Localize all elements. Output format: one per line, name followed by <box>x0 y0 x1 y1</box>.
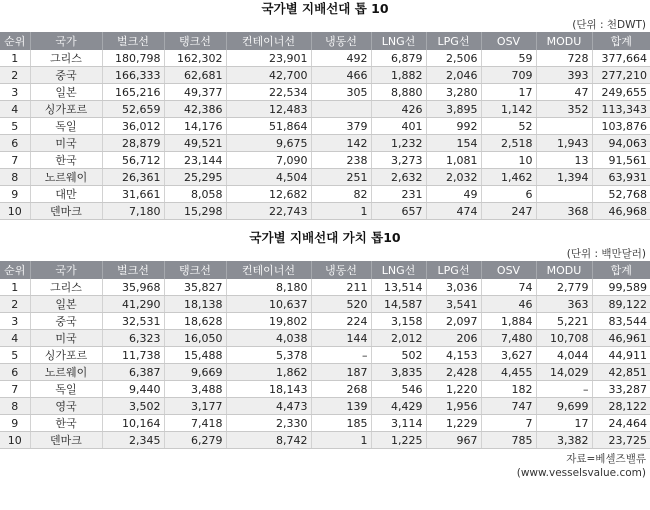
rank-cell: 5 <box>0 347 30 364</box>
rank-cell: 10 <box>0 203 30 220</box>
value-cell: 363 <box>536 296 592 313</box>
table-row <box>0 313 650 330</box>
value-cell: 32,531 <box>102 313 164 330</box>
value-cell: 10 <box>481 152 536 169</box>
value-cell: 474 <box>426 203 481 220</box>
value-cell: 785 <box>481 432 536 449</box>
value-cell: 368 <box>536 203 592 220</box>
value-cell: 3,895 <box>426 101 481 118</box>
value-cell: 2,097 <box>426 313 481 330</box>
value-cell: – <box>311 347 371 364</box>
value-cell: 2,518 <box>481 135 536 152</box>
value-cell: 18,138 <box>164 296 226 313</box>
country-cell: 대만 <box>30 186 102 203</box>
table-row <box>0 118 650 135</box>
table-row <box>0 152 650 169</box>
value-cell: 165,216 <box>102 84 164 101</box>
value-cell: 6,387 <box>102 364 164 381</box>
value-cell: 42,386 <box>164 101 226 118</box>
table-row <box>0 330 650 347</box>
rank-cell: 7 <box>0 381 30 398</box>
value-cell: 3,177 <box>164 398 226 415</box>
country-cell: 미국 <box>30 135 102 152</box>
value-cell: 379 <box>311 118 371 135</box>
value-cell: 1,081 <box>426 152 481 169</box>
value-cell: 2,330 <box>226 415 311 432</box>
value-cell: 46,961 <box>592 330 650 347</box>
value-cell: 42,851 <box>592 364 650 381</box>
value-cell: 2,345 <box>102 432 164 449</box>
value-cell: 9,675 <box>226 135 311 152</box>
country-cell: 그리스 <box>30 279 102 296</box>
table-row <box>0 135 650 152</box>
value-cell: 231 <box>371 186 426 203</box>
value-cell: 1 <box>311 432 371 449</box>
column-header: 컨테이너선 <box>226 261 311 279</box>
value-cell: 49 <box>426 186 481 203</box>
value-cell: 3,627 <box>481 347 536 364</box>
value-cell: 277,210 <box>592 67 650 84</box>
table-row <box>0 432 650 449</box>
value-cell <box>311 101 371 118</box>
rank-cell: 10 <box>0 432 30 449</box>
value-cell: 42,700 <box>226 67 311 84</box>
value-cell: 3,488 <box>164 381 226 398</box>
country-cell: 한국 <box>30 415 102 432</box>
rank-cell: 1 <box>0 279 30 296</box>
column-header: LNG선 <box>371 32 426 50</box>
value-cell: 23,144 <box>164 152 226 169</box>
table-row <box>0 296 650 313</box>
table2-header-row <box>0 261 650 279</box>
country-cell: 미국 <box>30 330 102 347</box>
column-header: 벌크선 <box>102 261 164 279</box>
value-cell: 1 <box>311 203 371 220</box>
table-row <box>0 279 650 296</box>
value-cell: 44,911 <box>592 347 650 364</box>
rank-cell: 3 <box>0 313 30 330</box>
rank-cell: 6 <box>0 135 30 152</box>
value-cell: 103,876 <box>592 118 650 135</box>
country-cell: 독일 <box>30 381 102 398</box>
value-cell: – <box>536 381 592 398</box>
table2-unit: (단위 : 백만달러) <box>566 248 646 260</box>
value-cell: 1,956 <box>426 398 481 415</box>
rank-cell: 2 <box>0 67 30 84</box>
column-header: 컨테이너선 <box>226 32 311 50</box>
column-header: 탱크선 <box>164 32 226 50</box>
value-cell: 1,394 <box>536 169 592 186</box>
country-cell: 덴마크 <box>30 432 102 449</box>
country-cell: 싱가포르 <box>30 101 102 118</box>
table1-header-row <box>0 32 650 50</box>
value-cell: 28,122 <box>592 398 650 415</box>
value-cell: 9,669 <box>164 364 226 381</box>
value-cell: 502 <box>371 347 426 364</box>
value-cell: 46,968 <box>592 203 650 220</box>
country-cell: 영국 <box>30 398 102 415</box>
value-cell: 251 <box>311 169 371 186</box>
value-cell: 3,273 <box>371 152 426 169</box>
value-cell: 15,488 <box>164 347 226 364</box>
column-header: LPG선 <box>426 261 481 279</box>
rank-cell: 6 <box>0 364 30 381</box>
value-cell: 4,038 <box>226 330 311 347</box>
value-cell: 154 <box>426 135 481 152</box>
value-cell: 3,280 <box>426 84 481 101</box>
rank-cell: 5 <box>0 118 30 135</box>
value-cell: 6 <box>481 186 536 203</box>
country-cell: 그리스 <box>30 50 102 67</box>
value-cell: 224 <box>311 313 371 330</box>
value-cell: 166,333 <box>102 67 164 84</box>
value-cell: 3,835 <box>371 364 426 381</box>
value-cell: 52,768 <box>592 186 650 203</box>
value-cell: 187 <box>311 364 371 381</box>
column-header: 국가 <box>30 32 102 50</box>
value-cell: 16,050 <box>164 330 226 347</box>
value-cell: 185 <box>311 415 371 432</box>
value-cell: 10,708 <box>536 330 592 347</box>
value-cell: 18,143 <box>226 381 311 398</box>
value-cell: 393 <box>536 67 592 84</box>
value-cell: 2,046 <box>426 67 481 84</box>
value-cell: 22,743 <box>226 203 311 220</box>
value-cell <box>536 186 592 203</box>
value-cell: 1,229 <box>426 415 481 432</box>
column-header: 냉동선 <box>311 32 371 50</box>
value-cell: 10,637 <box>226 296 311 313</box>
value-cell: 4,044 <box>536 347 592 364</box>
value-cell: 728 <box>536 50 592 67</box>
value-cell: 3,541 <box>426 296 481 313</box>
value-cell: 23,901 <box>226 50 311 67</box>
country-cell: 싱가포르 <box>30 347 102 364</box>
value-cell: 17 <box>481 84 536 101</box>
value-cell: 35,827 <box>164 279 226 296</box>
value-cell: 492 <box>311 50 371 67</box>
value-cell: 1,882 <box>371 67 426 84</box>
table-row <box>0 169 650 186</box>
value-cell: 89,122 <box>592 296 650 313</box>
value-cell: 9,440 <box>102 381 164 398</box>
value-cell: 7 <box>481 415 536 432</box>
country-cell: 중국 <box>30 67 102 84</box>
value-cell: 268 <box>311 381 371 398</box>
table1-unit: (단위 : 천DWT) <box>572 19 646 31</box>
value-cell: 28,879 <box>102 135 164 152</box>
value-cell: 520 <box>311 296 371 313</box>
value-cell: 91,561 <box>592 152 650 169</box>
value-cell: 18,628 <box>164 313 226 330</box>
country-cell: 중국 <box>30 313 102 330</box>
value-cell: 206 <box>426 330 481 347</box>
table1-title: 국가별 지배선대 톱 10 <box>261 1 389 16</box>
value-cell: 26,361 <box>102 169 164 186</box>
value-cell: 546 <box>371 381 426 398</box>
value-cell: 11,738 <box>102 347 164 364</box>
value-cell: 3,158 <box>371 313 426 330</box>
table-row <box>0 84 650 101</box>
country-cell: 노르웨이 <box>30 364 102 381</box>
value-cell: 8,742 <box>226 432 311 449</box>
value-cell: 52,659 <box>102 101 164 118</box>
column-header: LNG선 <box>371 261 426 279</box>
source-url: (www.vesselsvalue.com) <box>516 467 646 479</box>
value-cell: 142 <box>311 135 371 152</box>
value-cell: 352 <box>536 101 592 118</box>
value-cell: 162,302 <box>164 50 226 67</box>
value-cell: 144 <box>311 330 371 347</box>
value-cell: 35,968 <box>102 279 164 296</box>
value-cell: 52 <box>481 118 536 135</box>
column-header: LPG선 <box>426 32 481 50</box>
value-cell: 94,063 <box>592 135 650 152</box>
value-cell: 238 <box>311 152 371 169</box>
value-cell: 62,681 <box>164 67 226 84</box>
column-header: OSV <box>481 32 536 50</box>
value-cell: 23,725 <box>592 432 650 449</box>
value-cell: 12,483 <box>226 101 311 118</box>
value-cell: 466 <box>311 67 371 84</box>
value-cell: 17 <box>536 415 592 432</box>
table-row <box>0 364 650 381</box>
value-cell: 49,521 <box>164 135 226 152</box>
value-cell: 33,287 <box>592 381 650 398</box>
value-cell: 74 <box>481 279 536 296</box>
column-header: MODU <box>536 32 592 50</box>
rank-cell: 2 <box>0 296 30 313</box>
value-cell: 113,343 <box>592 101 650 118</box>
value-cell: 99,589 <box>592 279 650 296</box>
value-cell: 2,506 <box>426 50 481 67</box>
value-cell: 967 <box>426 432 481 449</box>
value-cell: 46 <box>481 296 536 313</box>
value-cell: 1,862 <box>226 364 311 381</box>
value-cell: 426 <box>371 101 426 118</box>
value-cell: 15,298 <box>164 203 226 220</box>
value-cell: 1,884 <box>481 313 536 330</box>
value-cell: 6,279 <box>164 432 226 449</box>
value-cell: 22,534 <box>226 84 311 101</box>
value-cell: 992 <box>426 118 481 135</box>
value-cell: 14,587 <box>371 296 426 313</box>
value-cell: 2,779 <box>536 279 592 296</box>
value-cell: 47 <box>536 84 592 101</box>
value-cell: 747 <box>481 398 536 415</box>
value-cell: 1,142 <box>481 101 536 118</box>
rank-cell: 9 <box>0 186 30 203</box>
column-header: 국가 <box>30 261 102 279</box>
column-header: 순위 <box>0 32 30 50</box>
fleet-dwt-table <box>0 32 650 220</box>
table-row <box>0 381 650 398</box>
fleet-value-table <box>0 261 650 449</box>
value-cell: 14,176 <box>164 118 226 135</box>
value-cell: 139 <box>311 398 371 415</box>
value-cell: 12,682 <box>226 186 311 203</box>
value-cell: 249,655 <box>592 84 650 101</box>
value-cell: 2,012 <box>371 330 426 347</box>
value-cell: 4,153 <box>426 347 481 364</box>
value-cell: 51,864 <box>226 118 311 135</box>
table-row <box>0 203 650 220</box>
rank-cell: 4 <box>0 330 30 347</box>
value-cell: 63,931 <box>592 169 650 186</box>
country-cell: 한국 <box>30 152 102 169</box>
value-cell: 25,295 <box>164 169 226 186</box>
country-cell: 노르웨이 <box>30 169 102 186</box>
country-cell: 일본 <box>30 296 102 313</box>
value-cell: 5,378 <box>226 347 311 364</box>
table2-body <box>0 279 650 449</box>
value-cell: 13,514 <box>371 279 426 296</box>
value-cell: 2,632 <box>371 169 426 186</box>
value-cell: 82 <box>311 186 371 203</box>
column-header: 순위 <box>0 261 30 279</box>
value-cell: 4,473 <box>226 398 311 415</box>
value-cell: 8,880 <box>371 84 426 101</box>
value-cell: 180,798 <box>102 50 164 67</box>
value-cell: 24,464 <box>592 415 650 432</box>
value-cell: 305 <box>311 84 371 101</box>
rank-cell: 4 <box>0 101 30 118</box>
value-cell: 14,029 <box>536 364 592 381</box>
value-cell: 5,221 <box>536 313 592 330</box>
value-cell: 4,455 <box>481 364 536 381</box>
rank-cell: 1 <box>0 50 30 67</box>
value-cell: 1,232 <box>371 135 426 152</box>
rank-cell: 9 <box>0 415 30 432</box>
value-cell: 7,180 <box>102 203 164 220</box>
value-cell: 247 <box>481 203 536 220</box>
table2-title: 국가별 지배선대 가치 톱10 <box>249 230 401 245</box>
column-header: 탱크선 <box>164 261 226 279</box>
table-row <box>0 415 650 432</box>
table-row <box>0 101 650 118</box>
value-cell: 56,712 <box>102 152 164 169</box>
value-cell: 83,544 <box>592 313 650 330</box>
column-header: 벌크선 <box>102 32 164 50</box>
value-cell: 401 <box>371 118 426 135</box>
value-cell: 709 <box>481 67 536 84</box>
column-header: 냉동선 <box>311 261 371 279</box>
value-cell: 6,323 <box>102 330 164 347</box>
value-cell: 19,802 <box>226 313 311 330</box>
value-cell: 13 <box>536 152 592 169</box>
value-cell: 7,418 <box>164 415 226 432</box>
value-cell: 7,480 <box>481 330 536 347</box>
source-credit: 자료=베셀즈밸류 <box>566 453 646 465</box>
value-cell: 3,114 <box>371 415 426 432</box>
value-cell: 8,180 <box>226 279 311 296</box>
value-cell: 6,879 <box>371 50 426 67</box>
value-cell: 9,699 <box>536 398 592 415</box>
value-cell: 10,164 <box>102 415 164 432</box>
value-cell: 1,462 <box>481 169 536 186</box>
value-cell: 2,032 <box>426 169 481 186</box>
rank-cell: 3 <box>0 84 30 101</box>
value-cell: 4,429 <box>371 398 426 415</box>
value-cell: 41,290 <box>102 296 164 313</box>
value-cell: 2,428 <box>426 364 481 381</box>
value-cell: 36,012 <box>102 118 164 135</box>
value-cell: 1,220 <box>426 381 481 398</box>
value-cell: 4,504 <box>226 169 311 186</box>
value-cell: 377,664 <box>592 50 650 67</box>
rank-cell: 8 <box>0 169 30 186</box>
column-header: 합계 <box>592 261 650 279</box>
table-row <box>0 186 650 203</box>
value-cell: 3,382 <box>536 432 592 449</box>
value-cell: 8,058 <box>164 186 226 203</box>
value-cell: 211 <box>311 279 371 296</box>
country-cell: 일본 <box>30 84 102 101</box>
value-cell: 7,090 <box>226 152 311 169</box>
column-header: 합계 <box>592 32 650 50</box>
column-header: MODU <box>536 261 592 279</box>
value-cell: 1,225 <box>371 432 426 449</box>
column-header: OSV <box>481 261 536 279</box>
rank-cell: 7 <box>0 152 30 169</box>
value-cell <box>536 118 592 135</box>
value-cell: 1,943 <box>536 135 592 152</box>
table1-body <box>0 50 650 220</box>
rank-cell: 8 <box>0 398 30 415</box>
value-cell: 3,502 <box>102 398 164 415</box>
value-cell: 182 <box>481 381 536 398</box>
value-cell: 49,377 <box>164 84 226 101</box>
value-cell: 3,036 <box>426 279 481 296</box>
table-row <box>0 398 650 415</box>
table-row <box>0 67 650 84</box>
country-cell: 독일 <box>30 118 102 135</box>
table-row <box>0 50 650 67</box>
table-row <box>0 347 650 364</box>
value-cell: 31,661 <box>102 186 164 203</box>
value-cell: 657 <box>371 203 426 220</box>
value-cell: 59 <box>481 50 536 67</box>
country-cell: 덴마크 <box>30 203 102 220</box>
